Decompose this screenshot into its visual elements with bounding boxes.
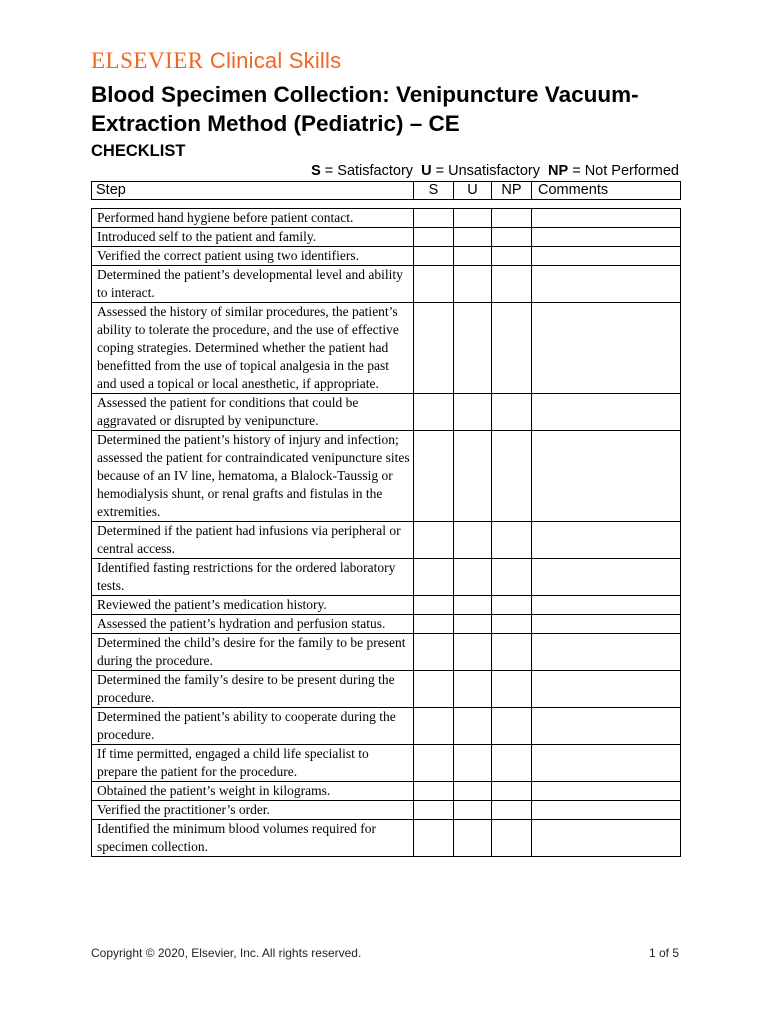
header-np: NP xyxy=(492,182,532,200)
u-cell[interactable] xyxy=(454,671,492,708)
comments-cell[interactable] xyxy=(532,394,681,431)
header-row xyxy=(92,182,681,200)
u-cell[interactable] xyxy=(454,522,492,559)
checklist-heading: CHECKLIST xyxy=(91,142,186,160)
legend-s-key: S xyxy=(311,163,321,179)
step-text: Identified fasting restrictions for the ordered laboratory tests. xyxy=(92,559,414,596)
brand-elsevier: ELSEVIER xyxy=(91,48,204,73)
np-cell[interactable] xyxy=(492,615,532,634)
np-cell[interactable] xyxy=(492,228,532,247)
checklist-row xyxy=(92,708,681,745)
s-cell[interactable] xyxy=(414,745,454,782)
step-text: Reviewed the patient’s medication history. xyxy=(92,596,414,615)
checklist-row xyxy=(92,228,681,247)
checklist-row xyxy=(92,801,681,820)
comments-cell[interactable] xyxy=(532,431,681,522)
np-cell[interactable] xyxy=(492,596,532,615)
comments-cell[interactable] xyxy=(532,745,681,782)
u-cell[interactable] xyxy=(454,615,492,634)
step-text: Determined the patient’s ability to cooperate during the procedure. xyxy=(92,708,414,745)
u-cell[interactable] xyxy=(454,708,492,745)
np-cell[interactable] xyxy=(492,745,532,782)
np-cell[interactable] xyxy=(492,782,532,801)
np-cell[interactable] xyxy=(492,634,532,671)
step-text: Introduced self to the patient and family. xyxy=(92,228,414,247)
checklist-table xyxy=(91,208,681,857)
checklist-row xyxy=(92,745,681,782)
u-cell[interactable] xyxy=(454,782,492,801)
step-text: Assessed the patient’s hydration and perfusion status. xyxy=(92,615,414,634)
u-cell[interactable] xyxy=(454,431,492,522)
comments-cell[interactable] xyxy=(532,820,681,857)
brand-clinical-skills: Clinical Skills xyxy=(203,48,342,73)
comments-cell[interactable] xyxy=(532,522,681,559)
legend-np-text: = Not Performed xyxy=(568,163,679,179)
checklist-row xyxy=(92,209,681,228)
checklist-row xyxy=(92,634,681,671)
checklist-row xyxy=(92,247,681,266)
u-cell[interactable] xyxy=(454,303,492,394)
header-comments: Comments xyxy=(532,182,681,200)
u-cell[interactable] xyxy=(454,820,492,857)
rating-legend xyxy=(311,163,679,179)
step-text: Determined if the patient had infusions via peripheral or central access. xyxy=(92,522,414,559)
page-number: 1 of 5 xyxy=(648,946,679,960)
header-u: U xyxy=(454,182,492,200)
np-cell[interactable] xyxy=(492,559,532,596)
np-cell[interactable] xyxy=(492,394,532,431)
checklist-row xyxy=(92,303,681,394)
s-cell[interactable] xyxy=(414,228,454,247)
np-cell[interactable] xyxy=(492,820,532,857)
brand-logo xyxy=(91,48,341,74)
step-text: Determined the family’s desire to be present during the procedure. xyxy=(92,671,414,708)
legend-u-key: U xyxy=(421,163,432,179)
header-step: Step xyxy=(92,182,414,200)
comments-cell[interactable] xyxy=(532,266,681,303)
s-cell[interactable] xyxy=(414,431,454,522)
copyright-text: Copyright © 2020, Elsevier, Inc. All rights reserved. xyxy=(91,946,362,960)
u-cell[interactable] xyxy=(454,209,492,228)
u-cell[interactable] xyxy=(454,801,492,820)
legend-np-key: NP xyxy=(548,163,569,179)
step-text: Verified the correct patient using two identifiers. xyxy=(92,247,414,266)
header-s: S xyxy=(414,182,454,200)
checklist-row xyxy=(92,820,681,857)
comments-cell[interactable] xyxy=(532,708,681,745)
np-cell[interactable] xyxy=(492,431,532,522)
s-cell[interactable] xyxy=(414,801,454,820)
s-cell[interactable] xyxy=(414,615,454,634)
np-cell[interactable] xyxy=(492,247,532,266)
np-cell[interactable] xyxy=(492,303,532,394)
s-cell[interactable] xyxy=(414,209,454,228)
s-cell[interactable] xyxy=(414,820,454,857)
s-cell[interactable] xyxy=(414,394,454,431)
step-text: Determined the patient’s history of injury and infection; assessed the patient for contraindicated venipuncture sites because of an IV line, hematoma, a Blalock-Taussig or hemodialysis shunt, or renal grafts and fistulas in the extremities. xyxy=(92,431,414,522)
step-text: Obtained the patient’s weight in kilograms. xyxy=(92,782,414,801)
checklist-row xyxy=(92,782,681,801)
np-cell[interactable] xyxy=(492,671,532,708)
u-cell[interactable] xyxy=(454,247,492,266)
np-cell[interactable] xyxy=(492,801,532,820)
u-cell[interactable] xyxy=(454,596,492,615)
s-cell[interactable] xyxy=(414,303,454,394)
u-cell[interactable] xyxy=(454,634,492,671)
checklist-row xyxy=(92,615,681,634)
s-cell[interactable] xyxy=(414,522,454,559)
s-cell[interactable] xyxy=(414,782,454,801)
step-text: Performed hand hygiene before patient contact. xyxy=(92,209,414,228)
u-cell[interactable] xyxy=(454,266,492,303)
s-cell[interactable] xyxy=(414,266,454,303)
s-cell[interactable] xyxy=(414,247,454,266)
legend-u-text: = Unsatisfactory xyxy=(431,163,549,179)
checklist-body xyxy=(92,209,681,857)
checklist-row xyxy=(92,522,681,559)
checklist-row xyxy=(92,559,681,596)
u-cell[interactable] xyxy=(454,394,492,431)
checklist-row xyxy=(92,671,681,708)
np-cell[interactable] xyxy=(492,522,532,559)
u-cell[interactable] xyxy=(454,559,492,596)
step-text: Identified the minimum blood volumes required for specimen collection. xyxy=(92,820,414,857)
checklist-row xyxy=(92,394,681,431)
comments-cell[interactable] xyxy=(532,801,681,820)
step-text: Assessed the history of similar procedures, the patient’s ability to tolerate the procedure, and the use of effective coping strategies. Determined whether the patient had benefitted from the use of topical analgesia in the past and used a topical or local anesthetic, if appropriate. xyxy=(92,303,414,394)
np-cell[interactable] xyxy=(492,708,532,745)
comments-cell[interactable] xyxy=(532,671,681,708)
comments-cell[interactable] xyxy=(532,596,681,615)
s-cell[interactable] xyxy=(414,671,454,708)
comments-cell[interactable] xyxy=(532,247,681,266)
np-cell[interactable] xyxy=(492,266,532,303)
comments-cell[interactable] xyxy=(532,615,681,634)
s-cell[interactable] xyxy=(414,559,454,596)
u-cell[interactable] xyxy=(454,745,492,782)
page-title: Blood Specimen Collection: Venipuncture Vacuum-Extraction Method (Pediatric) – CE xyxy=(91,82,639,136)
comments-cell[interactable] xyxy=(532,228,681,247)
np-cell[interactable] xyxy=(492,209,532,228)
step-text: Determined the child’s desire for the family to be present during the procedure. xyxy=(92,634,414,671)
step-text: Assessed the patient for conditions that could be aggravated or disrupted by venipuncture. xyxy=(92,394,414,431)
s-cell[interactable] xyxy=(414,708,454,745)
comments-cell[interactable] xyxy=(532,559,681,596)
comments-cell[interactable] xyxy=(532,634,681,671)
comments-cell[interactable] xyxy=(532,782,681,801)
comments-cell[interactable] xyxy=(532,209,681,228)
checklist-row xyxy=(92,431,681,522)
step-text: Verified the practitioner’s order. xyxy=(92,801,414,820)
step-text: Determined the patient’s developmental level and ability to interact. xyxy=(92,266,414,303)
checklist-row xyxy=(92,266,681,303)
s-cell[interactable] xyxy=(414,596,454,615)
step-text: If time permitted, engaged a child life specialist to prepare the patient for the procedure. xyxy=(92,745,414,782)
checklist-header xyxy=(91,181,681,200)
legend-s-text: = Satisfactory xyxy=(320,163,422,179)
checklist-row xyxy=(92,596,681,615)
comments-cell[interactable] xyxy=(532,303,681,394)
u-cell[interactable] xyxy=(454,228,492,247)
s-cell[interactable] xyxy=(414,634,454,671)
